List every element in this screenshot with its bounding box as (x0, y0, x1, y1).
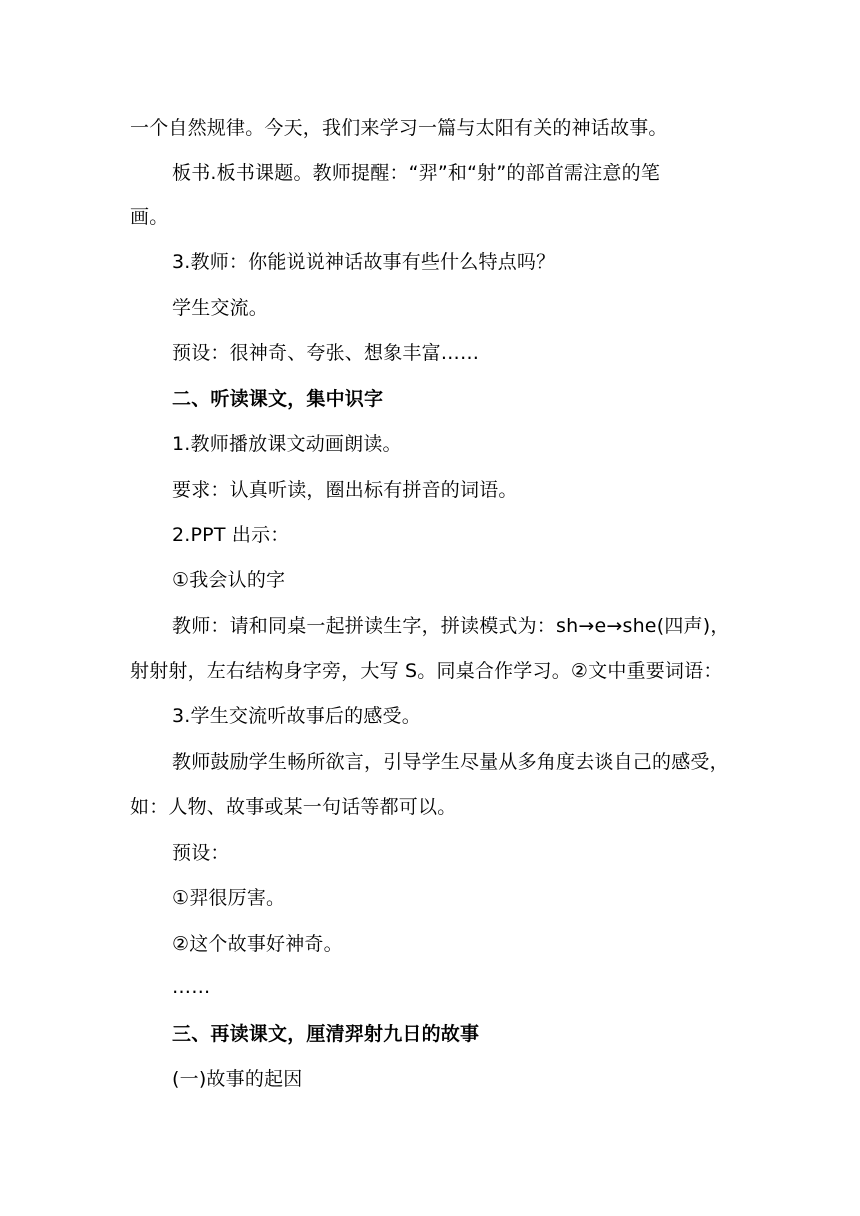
paragraph-line: 2.PPT 出示： (172, 524, 290, 546)
paragraph-line: …… (172, 976, 211, 998)
paragraph-line: 预设：很神奇、夸张、想象丰富…… (172, 342, 480, 364)
paragraph-line: 预设： (172, 842, 230, 864)
section-heading: 三、再读课文，厘清羿射九日的故事 (172, 1023, 480, 1045)
paragraph-line: 1.教师播放课文动画朗读。 (172, 433, 402, 455)
section-heading: 二、听读课文，集中识字 (172, 388, 384, 410)
paragraph-line: ①我会认的字 (172, 569, 286, 591)
paragraph-line: ①羿很厉害。 (172, 887, 286, 909)
paragraph-line: 教师鼓励学生畅所欲言，引导学生尽量从多角度去谈自己的感受， (172, 751, 729, 773)
paragraph-line: 学生交流。 (172, 297, 269, 319)
paragraph-line: ②这个故事好神奇。 (172, 933, 343, 955)
paragraph-line: 射射射，左右结构身字旁，大写 S。同桌合作学习。②文中重要词语： (130, 660, 723, 682)
paragraph-line: 板书.板书课题。教师提醒：“羿”和“射”的部首需注意的笔 (172, 162, 661, 184)
paragraph-line: 要求：认真听读，圈出标有拼音的词语。 (172, 479, 518, 501)
paragraph-line: (一)故事的起因 (172, 1068, 303, 1090)
paragraph-line: 画。 (130, 206, 169, 228)
paragraph-line: 3.教师：你能说说神话故事有些什么特点吗？ (172, 251, 556, 273)
paragraph-line: 教师：请和同桌一起拼读生字，拼读模式为：sh→e→she(四声)， (172, 615, 730, 637)
paragraph-line: 3.学生交流听故事后的感受。 (172, 705, 421, 727)
paragraph-line: 一个自然规律。今天，我们来学习一篇与太阳有关的神话故事。 (130, 117, 668, 139)
paragraph-line: 如：人物、故事或某一句话等都可以。 (130, 796, 457, 818)
